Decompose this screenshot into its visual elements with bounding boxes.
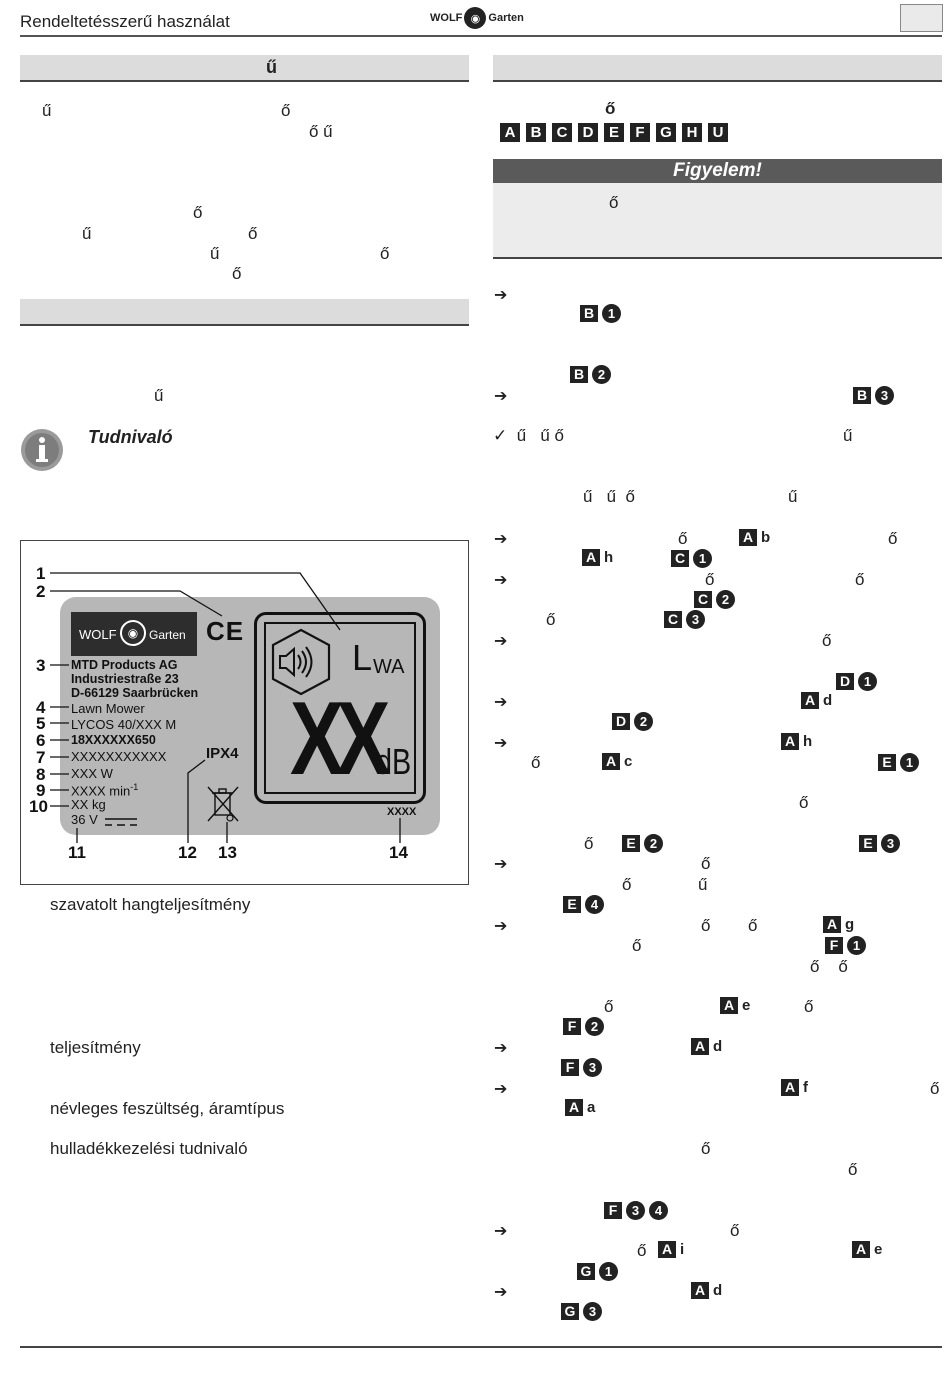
- ref-b3: B 3: [853, 386, 894, 405]
- step-arrow-icon: ➔: [494, 1040, 508, 1057]
- frag: ő: [748, 916, 758, 935]
- step-arrow-icon: ➔: [494, 856, 508, 873]
- plate-speed-value: XXXX min: [71, 783, 131, 799]
- left-fragment: ő: [193, 203, 203, 222]
- frag: ő: [604, 997, 614, 1016]
- step-arrow-icon: ➔: [494, 1081, 508, 1098]
- left-fragment: ű: [42, 101, 52, 120]
- plate-brand-garten: Garten: [149, 628, 186, 642]
- plate-caption: hulladékkezelési tudnivaló: [50, 1139, 248, 1158]
- left-fragment: ő: [281, 101, 291, 120]
- logo-garten-text: Garten: [488, 12, 524, 24]
- callout-14: 14: [389, 843, 408, 862]
- frag: ő: [848, 1160, 858, 1179]
- weee-bin-icon: [205, 785, 241, 825]
- check-icon: ✓ ű ű ő: [493, 426, 564, 445]
- left-fragment: ő: [248, 224, 258, 243]
- frag: ő: [637, 1241, 647, 1260]
- ref-a-f: A f: [781, 1079, 808, 1097]
- plate-model: LYCOS 40/XXX M: [71, 717, 177, 732]
- callout-4: 4: [36, 698, 46, 717]
- plate-caption: névleges feszültség, áramtípus: [50, 1099, 285, 1118]
- frag: ő: [584, 834, 594, 853]
- ref-e1: E 1: [878, 753, 919, 772]
- frag: ő: [701, 854, 711, 873]
- sound-power-value: XX: [290, 681, 383, 797]
- plate-speed-sup: -1: [130, 782, 139, 792]
- plate-caption: szavatolt hangteljesítmény: [50, 895, 251, 914]
- ref-a-e: A e: [720, 997, 750, 1015]
- callout-2: 2: [36, 582, 46, 601]
- figure-letter-b: B: [526, 123, 546, 142]
- step-arrow-icon: ➔: [494, 1284, 508, 1301]
- frag: ő: [632, 936, 642, 955]
- frag: ő: [546, 610, 556, 629]
- ref-c2: C 2: [694, 590, 735, 609]
- ref-f3: F 3: [561, 1058, 602, 1077]
- plate-voltage: 36 V: [71, 812, 98, 827]
- figure-letter-e: E: [604, 123, 624, 142]
- plate-caption: teljesítmény: [50, 1038, 141, 1057]
- plate-weight: XX kg: [71, 797, 106, 812]
- footer-rule: [20, 1346, 942, 1348]
- frag: ű ű ő: [583, 487, 635, 506]
- step-arrow-icon: ➔: [494, 572, 508, 589]
- ref-b2: B 2: [570, 365, 611, 384]
- ref-a-i: A i: [658, 1241, 684, 1259]
- left-fragment: ő ű: [309, 122, 333, 141]
- warning-fragment: ő: [609, 193, 619, 212]
- plate-wolf-head-icon: ◉: [120, 620, 146, 646]
- plate-serial: 18XXXXXX650: [71, 733, 156, 747]
- frag: ő: [705, 570, 715, 589]
- frag: ő: [855, 570, 865, 589]
- wolf-head-icon: ◉: [464, 7, 486, 29]
- frag: ő: [822, 631, 832, 650]
- frag: ő: [799, 793, 809, 812]
- frag: ő: [701, 1139, 711, 1158]
- ref-e2: E 2: [622, 834, 663, 853]
- plate-brand-wolf: WOLF: [79, 627, 117, 642]
- left-fragment: ű: [210, 244, 220, 263]
- step-arrow-icon: ➔: [494, 287, 508, 304]
- section-bar-1-label: ű: [266, 57, 277, 77]
- note-title: Tudnivaló: [88, 427, 173, 447]
- section-bar-right: [493, 55, 942, 82]
- page-header-title: Rendeltetésszerű használat: [20, 12, 230, 31]
- ref-a-h: A h: [582, 549, 613, 567]
- callout-1: 1: [36, 564, 46, 583]
- ref-a-a: A a: [565, 1099, 595, 1117]
- callout-11: 11: [68, 843, 86, 862]
- ref-a-d-3: A d: [691, 1282, 722, 1300]
- left-fragment: ű: [82, 224, 92, 243]
- frag: ű: [698, 875, 708, 894]
- plate-power: XXX W: [71, 766, 113, 781]
- frag: ő ő: [810, 957, 848, 976]
- plate-brand-logo: [71, 612, 197, 656]
- ref-b1: B 1: [580, 304, 621, 323]
- plate-product: Lawn Mower: [71, 701, 145, 716]
- figure-letter-row: [500, 123, 734, 142]
- ref-e3: E 3: [859, 834, 900, 853]
- callout-3: 3: [36, 656, 46, 675]
- frag: ő: [622, 875, 632, 894]
- callout-10: 10: [29, 797, 48, 816]
- callout-9: 9: [36, 781, 46, 800]
- plate-year: XXXX: [387, 806, 417, 818]
- frag: ő: [930, 1079, 940, 1098]
- step-arrow-icon: ➔: [494, 633, 508, 650]
- ref-d2: D 2: [612, 712, 653, 731]
- ref-a-c: A c: [602, 753, 632, 771]
- dc-symbol-icon: [104, 816, 138, 828]
- lwa-letter: L: [352, 637, 373, 678]
- plate-speed: [71, 782, 138, 798]
- ref-a-g: A g: [823, 916, 854, 934]
- left-fragment: ő: [380, 244, 390, 263]
- frag: ő: [888, 529, 898, 548]
- step-arrow-icon: ➔: [494, 735, 508, 752]
- logo-wolf-text: WOLF: [430, 12, 463, 24]
- step-arrow-icon: ➔: [494, 918, 508, 935]
- ce-mark: CE: [206, 616, 245, 646]
- callout-8: 8: [36, 765, 46, 784]
- ref-e4: E 4: [563, 895, 604, 914]
- sound-power-unit: dB: [376, 741, 412, 782]
- ref-a-d-2: A d: [691, 1038, 722, 1056]
- frag: ő: [531, 753, 541, 772]
- callout-13: 13: [218, 843, 237, 862]
- callout-12: 12: [178, 843, 197, 862]
- ref-f1: F 1: [825, 936, 866, 955]
- ref-f2: F 2: [563, 1017, 604, 1036]
- figure-letter-f: F: [630, 123, 650, 142]
- step-arrow-icon: ➔: [494, 1223, 508, 1240]
- ref-a-h-2: A h: [781, 733, 812, 751]
- ref-g3: G 3: [561, 1302, 602, 1321]
- callout-6: 6: [36, 731, 46, 750]
- callout-5: 5: [36, 714, 46, 733]
- frag: ő: [730, 1221, 740, 1240]
- warning-body: [493, 183, 942, 259]
- frag: ő: [701, 916, 711, 935]
- figure-letter-u: U: [708, 123, 728, 142]
- figure-letter-h: H: [682, 123, 702, 142]
- figure-letter-d: D: [578, 123, 598, 142]
- warning-title: Figyelem!: [493, 159, 942, 183]
- ref-f34: F 3 4: [604, 1201, 668, 1220]
- figure-letter-a: A: [500, 123, 520, 142]
- ref-a-e-2: A e: [852, 1241, 882, 1259]
- ref-d1: D 1: [836, 672, 877, 691]
- frag: ű: [843, 426, 853, 445]
- ref-g1: G 1: [577, 1262, 618, 1281]
- plate-company: MTD Products AG: [71, 658, 178, 672]
- plate-street: Industriestraße 23: [71, 672, 179, 686]
- frag: ő: [678, 529, 688, 548]
- ipx-rating: IPX4: [206, 745, 239, 762]
- step-arrow-icon: ➔: [494, 388, 508, 405]
- figure-letter-g: G: [656, 123, 676, 142]
- ref-c3: C 3: [664, 610, 705, 629]
- left-fragment: ű: [154, 386, 164, 405]
- figure-letter-c: C: [552, 123, 572, 142]
- ref-a-b: A b: [739, 529, 770, 547]
- step-arrow-icon: ➔: [494, 694, 508, 711]
- lwa-subscript: WA: [373, 656, 405, 678]
- ref-a-d: A d: [801, 692, 832, 710]
- plate-code: XXXXXXXXXXX: [71, 749, 167, 764]
- ref-c1: C 1: [671, 549, 712, 568]
- callout-7: 7: [36, 748, 46, 767]
- right-top-fragment: ő: [605, 99, 616, 118]
- left-fragment: ő: [232, 264, 242, 283]
- frag: ű: [788, 487, 798, 506]
- step-arrow-icon: ➔: [494, 531, 508, 548]
- plate-city: D-66129 Saarbrücken: [71, 686, 199, 700]
- frag: ő: [804, 997, 814, 1016]
